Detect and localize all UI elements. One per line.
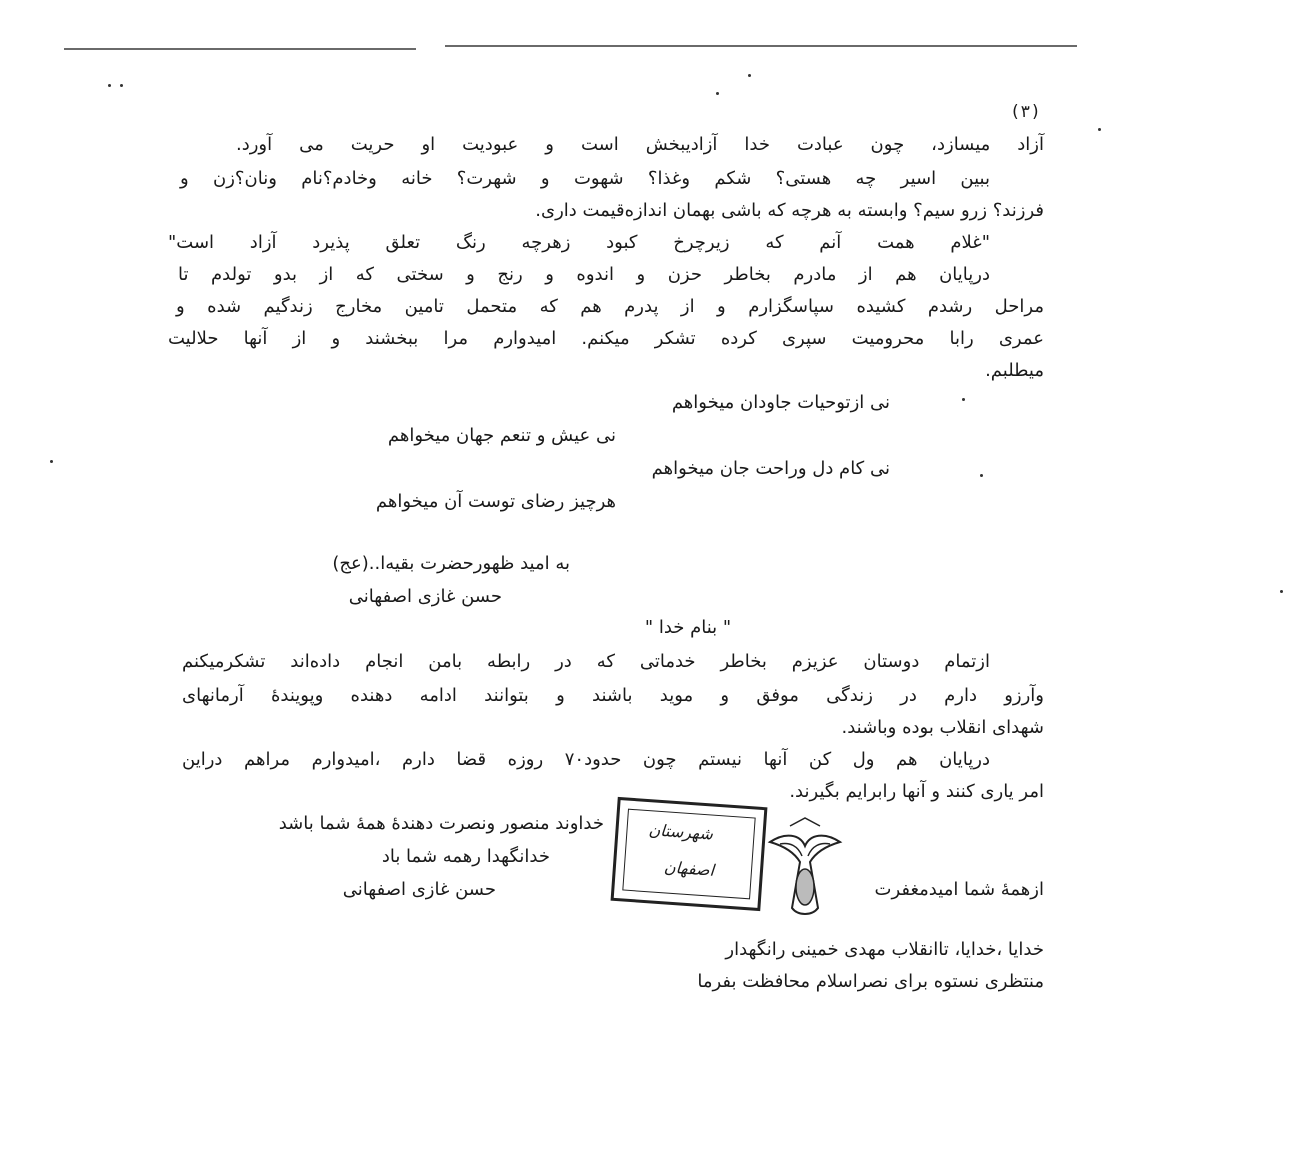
text-line: ازتمام دوستان عزیزم بخاطر خدماتی که در رابطه بامن انجام داده‌اند تشکرمیکنم xyxy=(182,651,990,672)
text-line: مراحل رشدم کشیده سپاسگزارم و از پدرم هم که متحمل تامین مخارج زندگیم شده و xyxy=(176,296,1044,317)
signature-name: حسن غازی اصفهانی xyxy=(348,586,502,607)
poem-line: نی ازتوحیات جاودان میخواهم xyxy=(671,392,890,413)
closing-line: به امید ظهورحضرت بقیه‌ا..(عج) xyxy=(332,553,570,574)
text-line: میطلبم. xyxy=(985,360,1044,381)
text-line: وآرزو دارم در زندگی موفق و موید باشند و بتوانند ادامه دهنده وپوینده‌ٔ آرمانهای xyxy=(182,685,1044,706)
poem-line: نی کام دل وراحت جان میخواهم xyxy=(651,458,890,479)
speck xyxy=(108,84,111,87)
top-rule-right xyxy=(445,45,1077,47)
speck xyxy=(1280,590,1283,593)
text-line: ببین اسیر چه هستی؟ شکم وغذا؟ شهوت و شهرت؟ خانه وخادم؟نام ونان؟زن و xyxy=(180,168,990,189)
top-rule-left xyxy=(64,48,416,50)
speck xyxy=(980,474,983,477)
text-line: امر یاری کنند و آنها رابرایم بگیرند. xyxy=(789,781,1044,802)
stamp xyxy=(611,797,768,911)
speck xyxy=(716,92,719,95)
text-line: عمری رابا محرومیت سپری کرده تشکر میکنم. امیدوارم مرا ببخشند و از آنها حلالیت xyxy=(168,328,1044,349)
text-line: منتظری نستوه برای نصراسلام محافظت بفرما xyxy=(697,971,1044,992)
speck xyxy=(120,84,123,87)
text-line: فرزند؟ زرو سیم؟ وابسته به هرچه که باشی بهمان اندازه‌قیمت داری. xyxy=(535,200,1044,221)
heading-bename-khoda: " بنام خدا " xyxy=(644,617,732,638)
text-line: شهدای انقلاب بوده وباشند. xyxy=(841,717,1044,738)
closing-line: ازهمهٔ شما امیدمغفرت xyxy=(874,879,1044,900)
stamp-text: اصفهان xyxy=(663,857,715,880)
closing-line: خداوند منصور ونصرت دهنده‌ٔ همهٔ شما باشد xyxy=(278,813,604,834)
text-line: درپایان هم از مادرم بخاطر حزن و اندوه و رنج و سختی که از بدو تولدم تا xyxy=(178,264,990,285)
speck xyxy=(50,460,53,463)
speck xyxy=(748,74,751,77)
text-line: "غلام همت آنم که زیرچرخ کبود زهرچه رنگ تعلق پذیرد آزاد است" xyxy=(168,232,990,253)
poem-line: نی عیش و تنعم جهان میخواهم xyxy=(387,425,616,446)
signature-name: حسن غازی اصفهانی xyxy=(342,879,496,900)
poem-line: هرچیز رضای توست آن میخواهم xyxy=(375,491,616,512)
speck xyxy=(962,398,965,401)
page-number: (۳) xyxy=(1010,102,1041,122)
speck xyxy=(1098,128,1101,131)
text-line: درپایان هم ول کن آنها نیستم چون حدود۷۰ روزه قضا دارم ،امیدوارم مراهم دراین xyxy=(182,749,990,770)
emblem-icon xyxy=(760,812,850,922)
stamp-text: شهرستان xyxy=(647,820,714,844)
closing-line: خدانگهدا رهمه شما باد xyxy=(381,846,550,867)
text-line: آزاد میسازد، چون عبادت خدا آزادیبخش است و عبودیت او حریت می آورد. xyxy=(236,134,1044,155)
text-line: خدایا ،خدایا، تاانقلاب مهدی خمینی رانگهدار xyxy=(725,939,1044,960)
